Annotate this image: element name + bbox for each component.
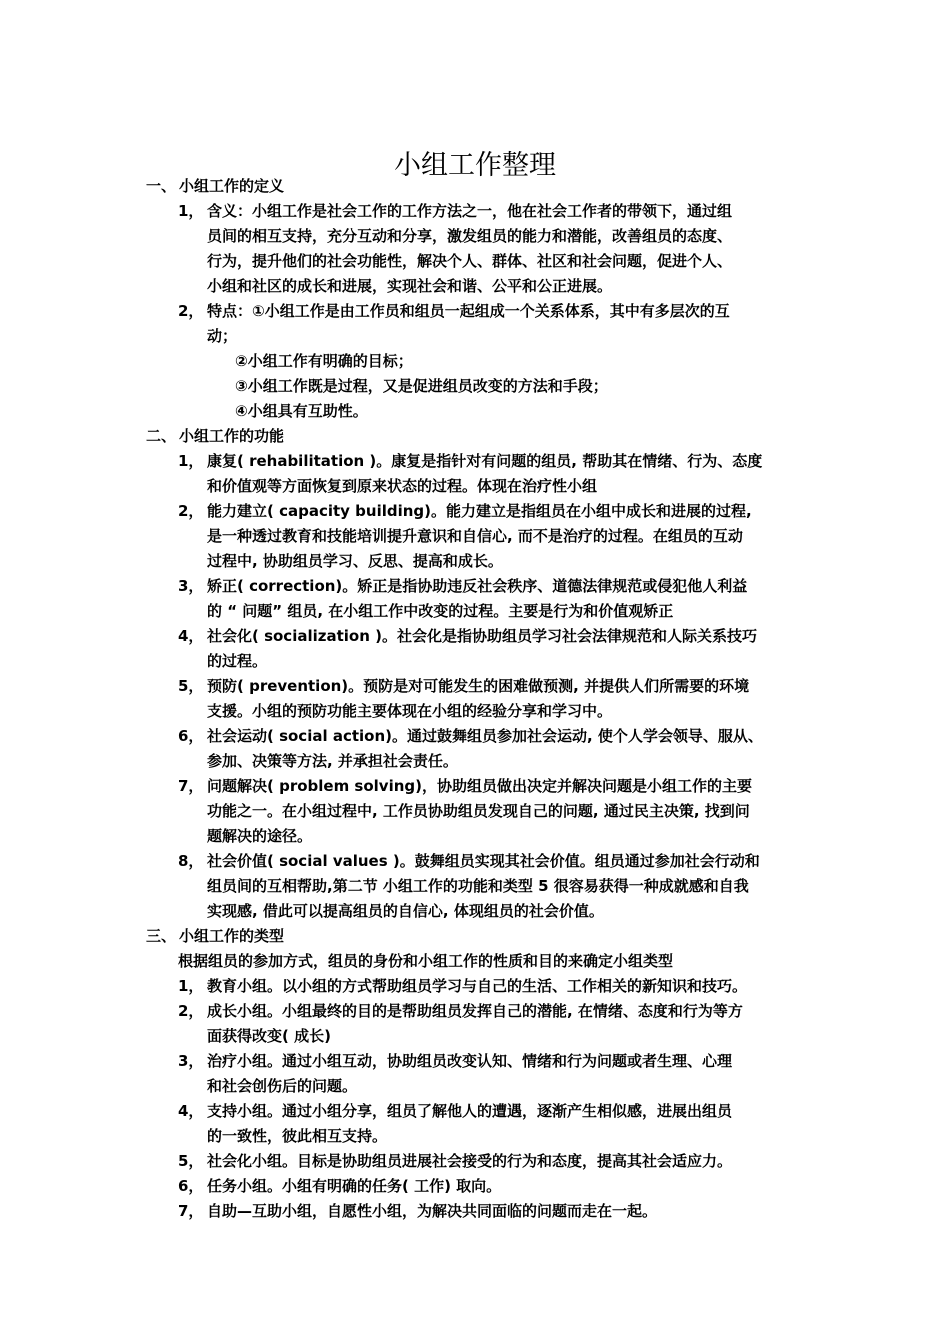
section-title: 小组工作的定义 [179,177,285,195]
list-item-text: 面获得改变( 成长) [207,1027,331,1045]
list-item-line [0,649,950,674]
list-item-line [0,524,950,549]
list-item-line [0,1049,950,1074]
list-item-text: 康复( rehabilitation )。康复是指针对有问题的组员, 帮助其在情绪、行为、态度 [207,452,763,470]
list-item-line [0,224,950,249]
list-item-text: 自助—互助小组，自愿性小组，为解决共同面临的问题而走在一起。 [207,1202,658,1220]
section-heading [0,924,950,949]
list-item-line [0,799,950,824]
section-number: 二、 [146,427,177,445]
sub-item-line [0,399,950,424]
list-item-text: 小组和社区的成长和进展，实现社会和谐、公平和公正进展。 [207,277,613,295]
list-item-line [0,724,950,749]
section-heading [0,174,950,199]
list-item-line [0,699,950,724]
list-item-number: 7， [178,777,204,795]
list-item-line [0,774,950,799]
list-item-text: 的一致性，彼此相互支持。 [207,1127,388,1145]
list-item-text: 社会运动( social action)。通过鼓舞组员参加社会运动, 使个人学会领导、服从、 [207,727,763,745]
sub-item-text: ②小组工作有明确的目标； [235,352,413,370]
sub-item-line [0,349,950,374]
list-item-line [0,1024,950,1049]
list-item-text: 组员间的互相帮助,第二节 小组工作的功能和类型 5 很容易获得一种成就感和自我 [207,877,749,895]
section-number: 一、 [146,177,177,195]
list-item-line [0,274,950,299]
list-item-line [0,749,950,774]
list-item-number: 5， [178,1152,204,1170]
list-item-line [0,299,950,324]
list-item-line [0,1149,950,1174]
list-item-line [0,974,950,999]
list-item-line [0,574,950,599]
list-item-line [0,1124,950,1149]
list-item-text: 特点：①小组工作是由工作员和组员一起组成一个关系体系，其中有多层次的互 [207,302,730,320]
sub-item-line [0,374,950,399]
sub-item-text: ④小组具有互助性。 [235,402,368,420]
list-item-number: 8， [178,852,204,870]
list-item-number: 1， [178,202,204,220]
list-item-number: 2， [178,1002,204,1020]
list-item-line [0,1174,950,1199]
list-item-text: 支援。小组的预防功能主要体现在小组的经验分享和学习中。 [207,702,613,720]
list-item-text: 动； [207,327,238,345]
list-item-number: 6， [178,1177,204,1195]
list-item-number: 3， [178,577,204,595]
list-item-text: 和社会创伤后的问题。 [207,1077,358,1095]
section-intro [0,949,950,974]
sub-item-text: ③小组工作既是过程，又是促进组员改变的方法和手段； [235,377,608,395]
list-item-text: 实现感, 借此可以提高组员的自信心, 体现组员的社会价值。 [207,902,604,920]
section-intro-text: 根据组员的参加方式，组员的身份和小组工作的性质和目的来确定小组类型 [178,952,674,970]
page-title: 小组工作整理 [394,150,556,182]
list-item-text: 成长小组。小组最终的目的是帮助组员发挥自己的潜能, 在情绪、态度和行为等方 [207,1002,743,1020]
list-item-text: 任务小组。小组有明确的任务( 工作) 取向。 [207,1177,502,1195]
list-item-text: 治疗小组。通过小组互动，协助组员改变认知、情绪和行为问题或者生理、心理 [207,1052,733,1070]
list-item-text: 参加、决策等方法, 并承担社会责任。 [207,752,458,770]
list-item-line [0,874,950,899]
list-item-number: 4， [178,627,204,645]
list-item-line [0,1074,950,1099]
list-item-text: 预防( prevention)。预防是对可能发生的困难做预测, 并提供人们所需要的环境 [207,677,750,695]
document-body [0,174,950,1224]
list-item-line [0,474,950,499]
list-item-line [0,1099,950,1124]
list-item-line [0,324,950,349]
section-title: 小组工作的功能 [179,427,285,445]
list-item-line [0,599,950,624]
list-item-number: 5， [178,677,204,695]
list-item-text: 社会价值( social values )。鼓舞组员实现其社会价值。组员通过参加社会行动和 [207,852,760,870]
list-item-text: 的过程。 [207,652,268,670]
list-item-line [0,249,950,274]
list-item-line [0,1199,950,1224]
list-item-number: 1， [178,452,204,470]
list-item-number: 1， [178,977,204,995]
list-item-text: 是一种透过教育和技能培训提升意识和自信心, 而不是治疗的过程。在组员的互动 [207,527,743,545]
list-item-text: 支持小组。通过小组分享，组员了解他人的遭遇，逐渐产生相似感，进展出组员 [207,1102,733,1120]
list-item-text: 行为，提升他们的社会功能性，解决个人、群体、社区和社会问题，促进个人、 [207,252,733,270]
list-item-line [0,849,950,874]
list-item-line [0,499,950,524]
list-item-text: 功能之一。在小组过程中, 工作员协助组员发现自己的问题, 通过民主决策, 找到问 [207,802,750,820]
section-title: 小组工作的类型 [179,927,285,945]
list-item-text: 的 “ 问题” 组员, 在小组工作中改变的过程。主要是行为和价值观矫正 [207,602,674,620]
section-number: 三、 [146,927,177,945]
list-item-line [0,674,950,699]
list-item-text: 社会化( socialization )。社会化是指协助组员学习社会法律规范和人际关系技巧 [207,627,757,645]
list-item-number: 4， [178,1102,204,1120]
list-item-text: 社会化小组。目标是协助组员进展社会接受的行为和态度，提高其社会适应力。 [207,1152,733,1170]
list-item-text: 题解决的途径。 [207,827,313,845]
list-item-line [0,824,950,849]
list-item-line [0,899,950,924]
list-item-line [0,624,950,649]
list-item-line [0,549,950,574]
list-item-line [0,199,950,224]
list-item-text: 过程中, 协助组员学习、反思、提高和成长。 [207,552,503,570]
list-item-line [0,999,950,1024]
list-item-number: 2， [178,302,204,320]
list-item-text: 和价值观等方面恢复到原来状态的过程。体现在治疗性小组 [207,477,598,495]
list-item-text: 矫正( correction)。矫正是指协助违反社会秩序、道德法律规范或侵犯他人利益 [207,577,748,595]
list-item-line [0,449,950,474]
list-item-text: 教育小组。以小组的方式帮助组员学习与自己的生活、工作相关的新知识和技巧。 [207,977,748,995]
list-item-number: 3， [178,1052,204,1070]
list-item-number: 7， [178,1202,204,1220]
list-item-text: 问题解决( problem solving)，协助组员做出决定并解决问题是小组工作的主要 [207,777,752,795]
list-item-text: 员间的相互支持，充分互动和分享，激发组员的能力和潜能，改善组员的态度、 [207,227,733,245]
list-item-number: 6， [178,727,204,745]
list-item-text: 含义：小组工作是社会工作的工作方法之一，他在社会工作者的带领下，通过组 [207,202,733,220]
section-heading [0,424,950,449]
list-item-text: 能力建立( capacity building)。能力建立是指组员在小组中成长和进展的过程, [207,502,752,520]
list-item-number: 2， [178,502,204,520]
